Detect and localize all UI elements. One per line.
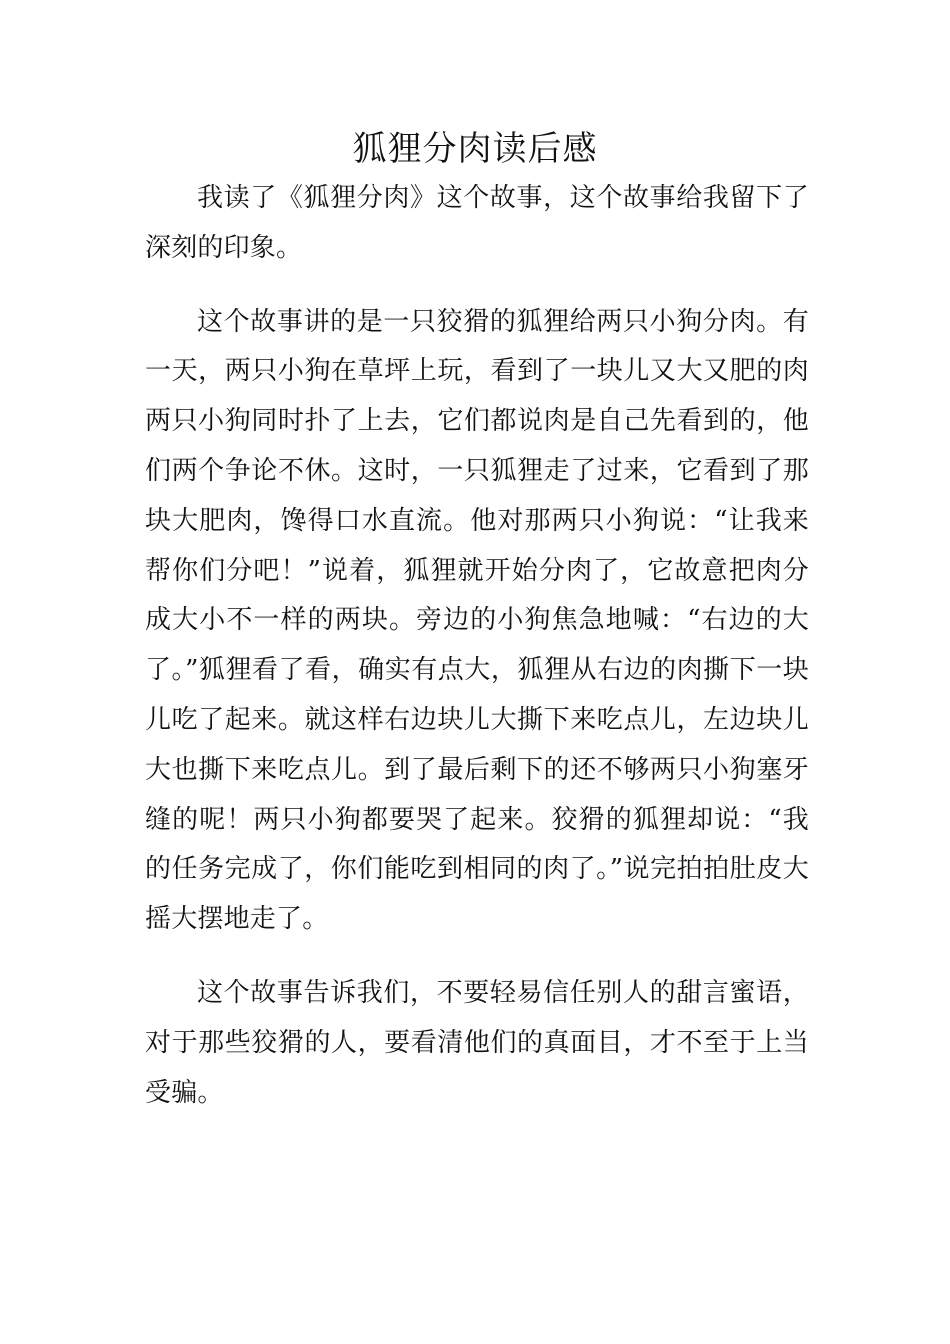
document-title: 狐狸分肉读后感 (352, 129, 598, 169)
paragraph-story: 这个故事讲的是一只狡猾的狐狸给两只小狗分肉。有一天，两只小狗在草坪上玩，看到了一块儿又大又肥的肉两只小狗同时扑了上去，它们都说肉是自己先看到的，他们两个争论不休。这时，一只狐狸走了过来，它看到了那块大肥肉，馋得口水直流。他对那两只小狗说：“让我来帮你们分吧！”说着，狐狸就开始分肉了，它故意把肉分成大小不一样的两块。旁边的小狗焦急地喊：“右边的大了。”狐狸看了看，确实有点大，狐狸从右边的肉撕下一块儿吃了起来。就这样右边块儿大撕下来吃点儿，左边块儿大也撕下来吃点儿。到了最后剩下的还不够两只小狗塞牙缝的呢！两只小狗都要哭了起来。狡猾的狐狸却说：“我的任务完成了，你们能吃到相同的肉了。”说完拍拍肚皮大摇大摆地走了。 (145, 306, 809, 935)
paragraph-intro: 我读了《狐狸分肉》这个故事，这个故事给我留下了深刻的印象。 (145, 183, 809, 263)
document-body (145, 174, 809, 1118)
paragraph-lesson: 这个故事告诉我们，不要轻易信任别人的甜言蜜语，对于那些狡猾的人，要看清他们的真面目，才不至于上当受骗。 (145, 977, 809, 1108)
